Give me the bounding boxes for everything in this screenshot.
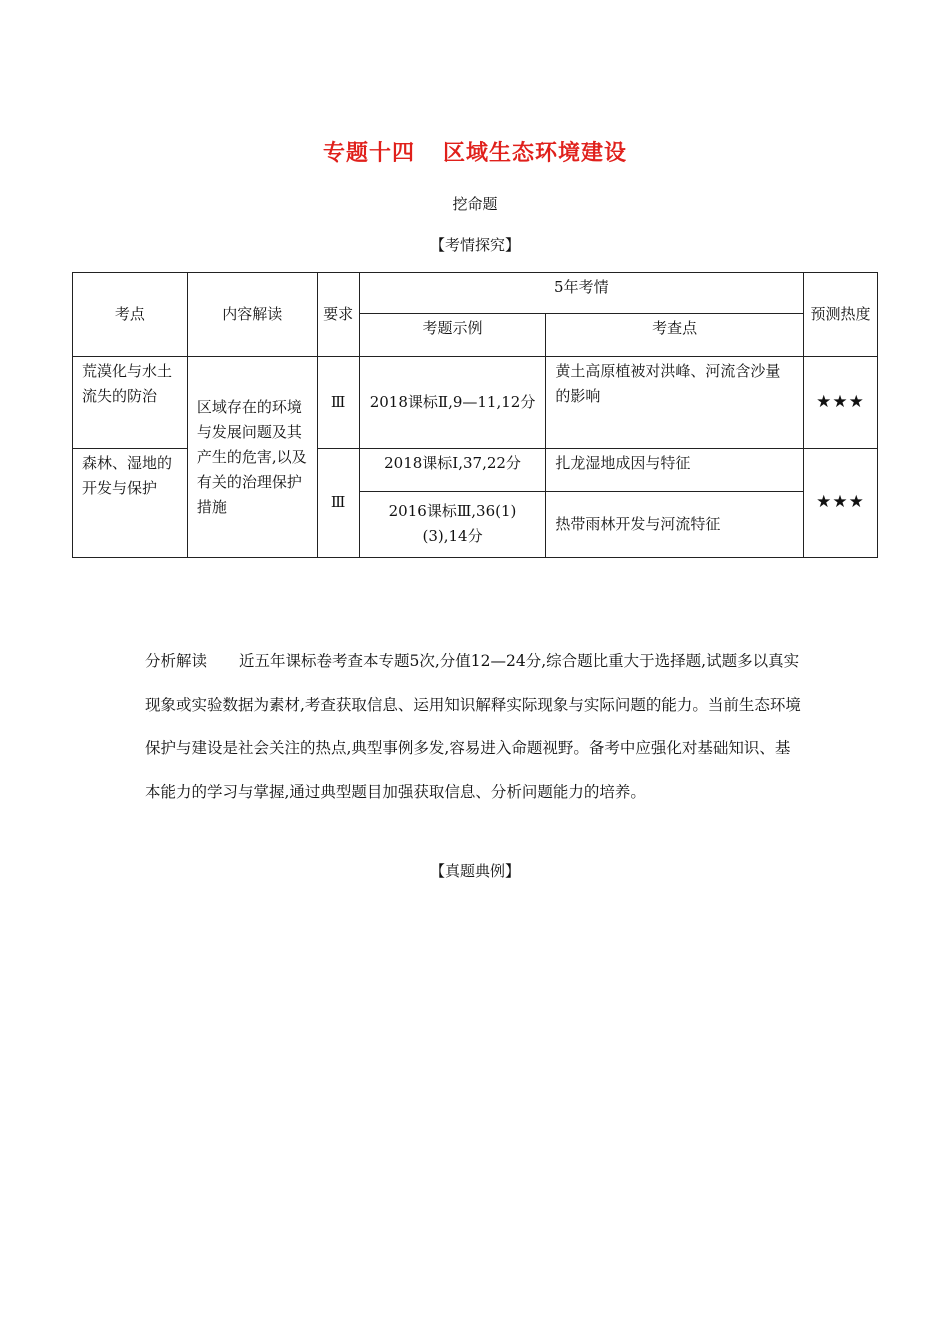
page-title: 专题十四 区域生态环境建设 (322, 141, 628, 166)
checkpoint-cell: 黄土高原植被对洪峰、河流含沙量的影响 (546, 357, 804, 448)
heat-stars: ★★★ (803, 357, 877, 448)
requirement-cell: Ⅲ (317, 448, 359, 557)
point-cell: 森林、湿地的开发与保护 (73, 448, 188, 557)
header-requirement: 要求 (317, 273, 359, 357)
header-checkpoint: 考查点 (546, 314, 804, 357)
example-cell: 2018课标Ⅱ,9—11,12分 (359, 357, 546, 448)
section-heading-examples: 【真题典例】 (429, 862, 520, 880)
example-cell: 2016课标Ⅲ,36(1)(3),14分 (359, 491, 546, 557)
analysis-label: 分析解读 (145, 652, 208, 670)
subtitle: 挖命题 (452, 195, 498, 213)
heat-stars: ★★★ (803, 448, 877, 557)
checkpoint-cell: 热带雨林开发与河流特征 (546, 491, 804, 557)
header-heat: 预测热度 (803, 273, 877, 357)
header-example: 考题示例 (359, 314, 546, 357)
header-content: 内容解读 (187, 273, 317, 357)
content-cell: 区域存在的环境与发展问题及其产生的危害,以及有关的治理保护措施 (187, 357, 317, 558)
analysis-paragraph (145, 640, 805, 814)
analysis-text: 近五年课标卷考查本专题5次,分值12—24分,综合题比重大于选择题,试题多以真实现象或实验数据为素材,考查获取信息、运用知识解释实际现象与实际问题的能力。当前生态环境保护与建设是社会关注的热点,典型事例多发,容易进入命题视野。备考中应强化对基础知识、基本能力的学习与掌握,通过典型题目加强获取信息、分析问题能力的培养。 (145, 652, 801, 801)
checkpoint-cell: 扎龙湿地成因与特征 (546, 448, 804, 491)
section-heading-exam: 【考情探究】 (429, 236, 520, 254)
header-five-year: 5年考情 (359, 273, 803, 314)
example-cell: 2018课标Ⅰ,37,22分 (359, 448, 546, 491)
header-point: 考点 (73, 273, 188, 357)
requirement-cell: Ⅲ (317, 357, 359, 448)
point-cell: 荒漠化与水土流失的防治 (73, 357, 188, 448)
exam-table (72, 272, 878, 558)
